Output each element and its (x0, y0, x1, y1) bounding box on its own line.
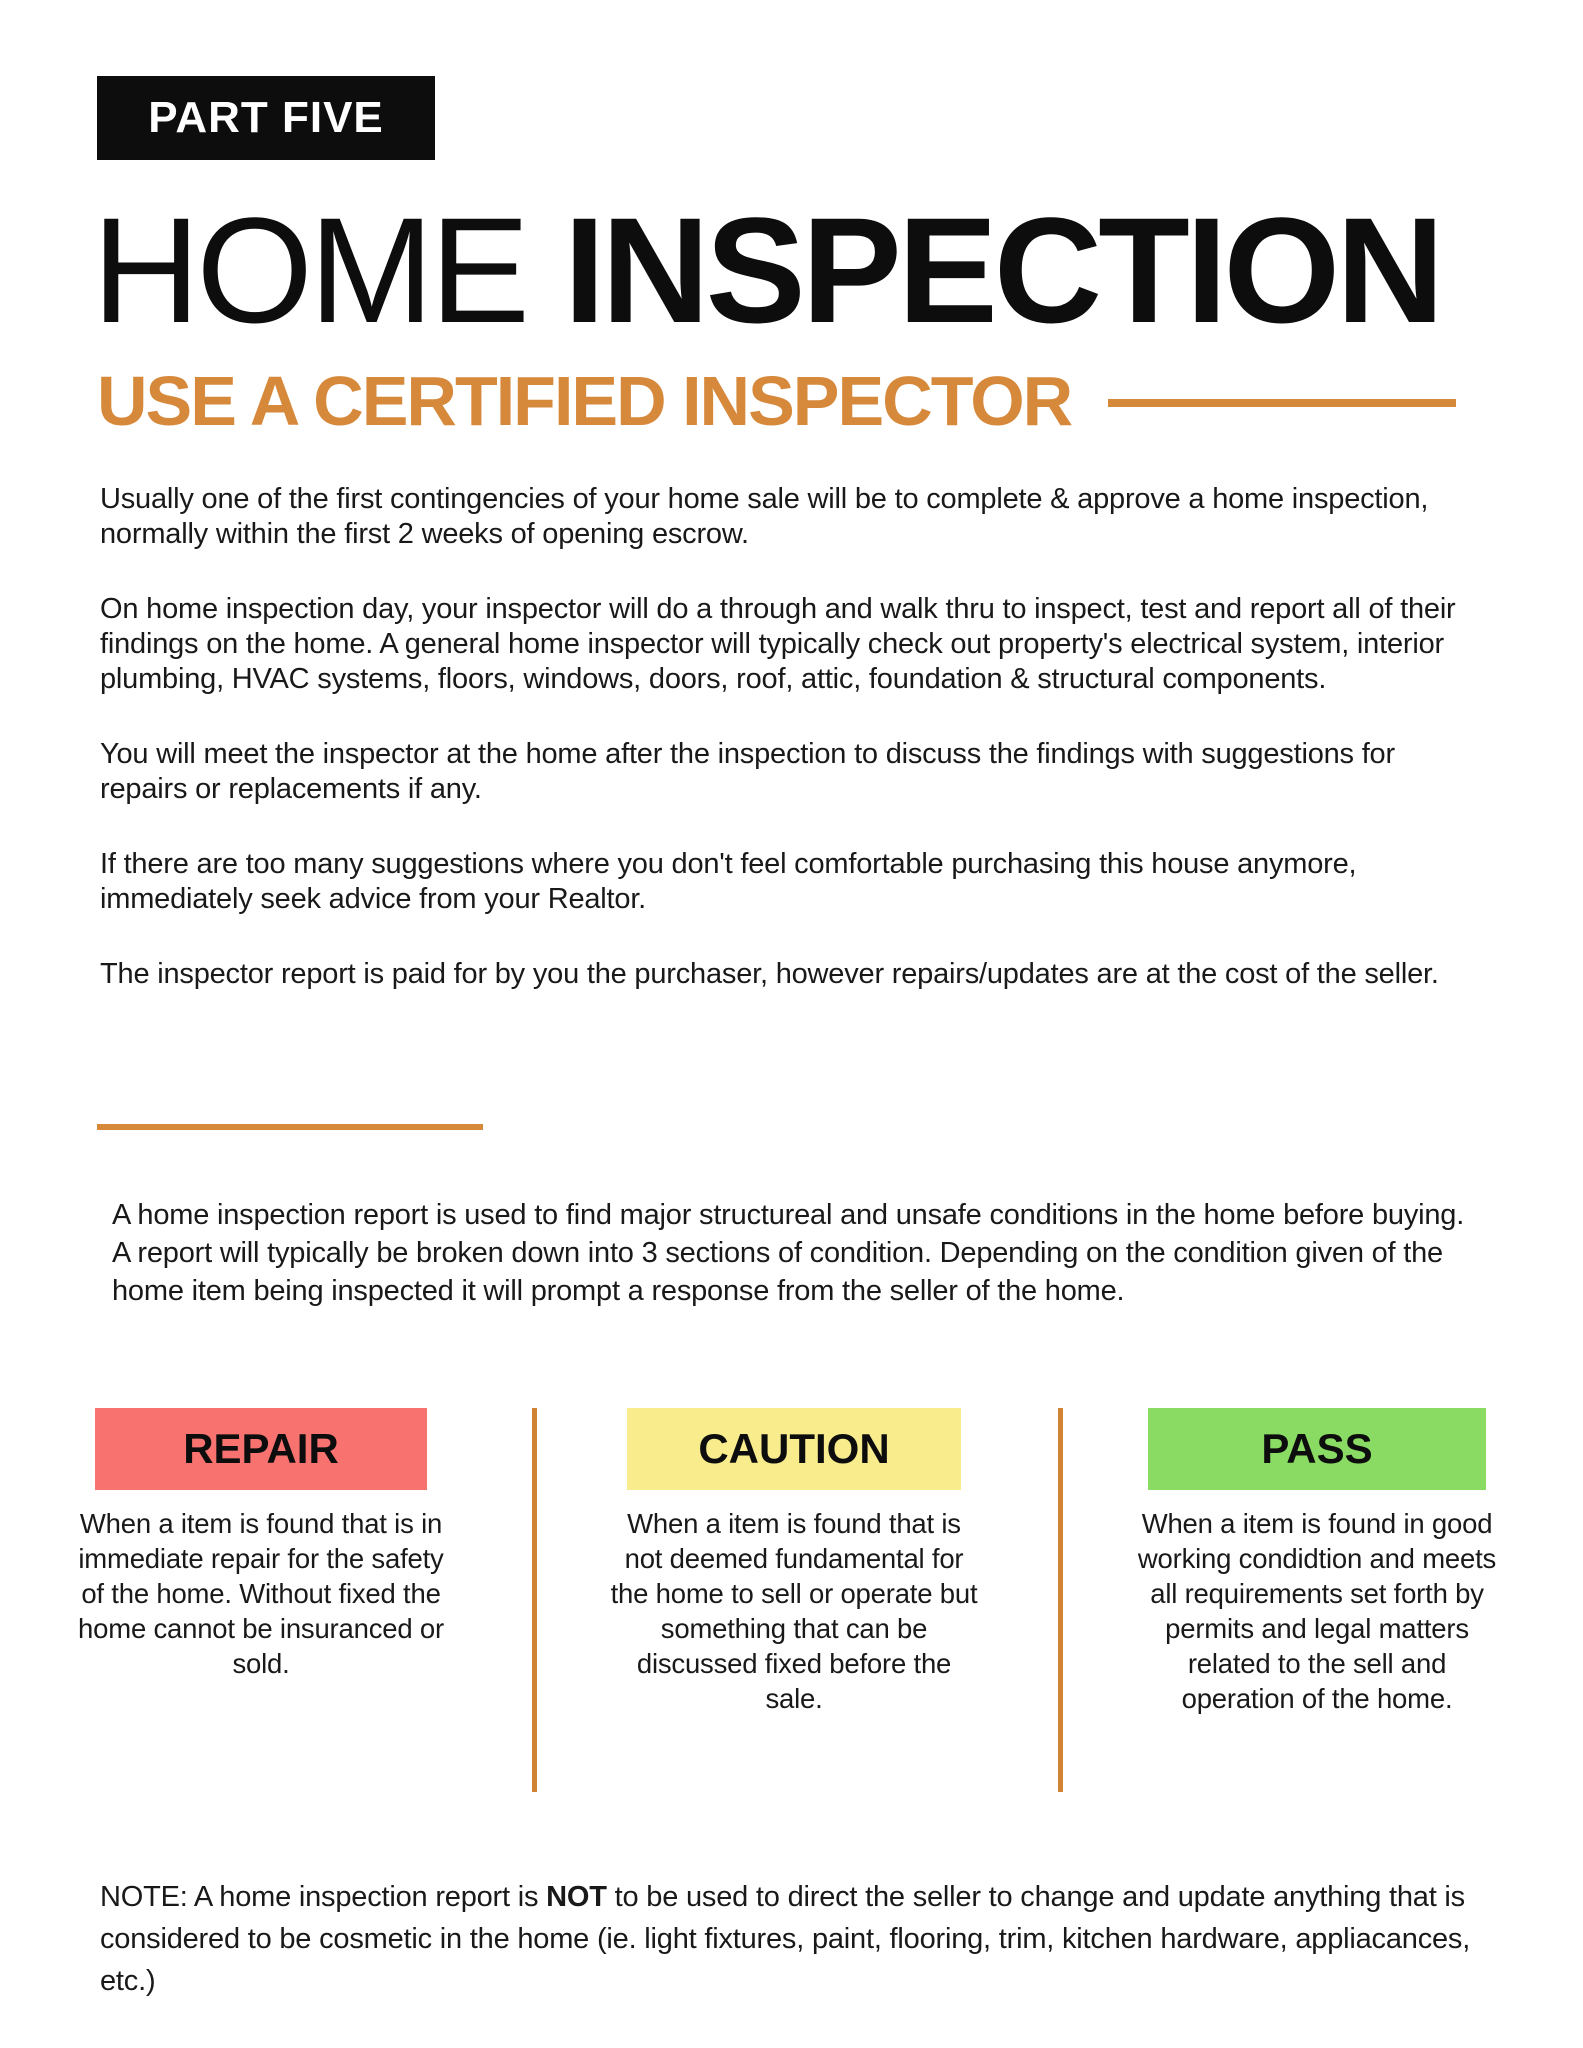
page-title-bold: INSPECTION (563, 186, 1441, 354)
note-prefix: NOTE: A home inspection report is (100, 1881, 547, 1913)
caution-description: When a item is found that is not deemed fundamental for the home to sell or operate but something that can be discussed fixed before the sale. (610, 1508, 978, 1714)
pass-header-box (1148, 1408, 1486, 1490)
repair-label: REPAIR (183, 1425, 339, 1472)
note-suffix: to be used to direct the seller to change and update anything that is considered to be cosmetic in the home (ie. light fixtures, paint, flooring, trim, kitchen hardware, appliacances, etc.) (100, 1881, 1471, 1997)
repair-description: When a item is found that is in immediate repair for the safety of the home. Without fixed the home cannot be insuranced or sold. (78, 1508, 444, 1679)
note-paragraph (100, 1876, 1480, 2002)
paragraph-too-many-suggestions: If there are too many suggestions where you don't feel comfortable purchasing this house anymore, immediately seek advice from your Realtor. (100, 848, 1357, 915)
page-title-thin: HOME (92, 186, 526, 354)
part-badge (97, 76, 435, 160)
note-bold-word: NOT (546, 1881, 607, 1913)
paragraph-meet-inspector: You will meet the inspector at the home after the inspection to discuss the findings with suggestions for repairs or replacements if any. (100, 738, 1395, 805)
report-intro: A home inspection report is used to find major structureal and unsafe conditions in the home before buying. A report will typically be broken down into 3 sections of condition. Depending on the condition given of the home item being inspected it will prompt a response from the seller of the home. (112, 1199, 1465, 1307)
paragraph-contingency: Usually one of the first contingencies of your home sale will be to complete & approve a home inspection, normally within the first 2 weeks of opening escrow. (100, 483, 1429, 550)
column-divider-left (532, 1408, 537, 1792)
part-badge-label: PART FIVE (148, 93, 384, 142)
pass-description: When a item is found in good working condidtion and meets all requirements set forth by permits and legal matters related to the sell and operation of the home. (1137, 1508, 1497, 1714)
pass-label: PASS (1261, 1425, 1373, 1472)
page-title (92, 186, 1441, 354)
section-divider-rule (97, 1124, 483, 1130)
repair-header-box (95, 1408, 427, 1490)
column-divider-right (1058, 1408, 1063, 1792)
paragraph-report-cost: The inspector report is paid for by you the purchaser, however repairs/updates are at the cost of the seller. (100, 958, 1439, 990)
page-title-space (526, 186, 564, 354)
caution-header-box (627, 1408, 961, 1490)
page-subtitle: USE A CERTIFIED INSPECTOR (97, 362, 1072, 440)
caution-label: CAUTION (698, 1425, 890, 1472)
subtitle-rule (1108, 399, 1456, 407)
paragraph-inspection-day: On home inspection day, your inspector will do a through and walk thru to inspect, test and report all of their findings on the home. A general home inspector will typically check out property's electrical system, interior plumbing, HVAC systems, floors, windows, doors, roof, attic, foundation & structural components. (100, 593, 1456, 695)
body-copy (100, 482, 1476, 1032)
